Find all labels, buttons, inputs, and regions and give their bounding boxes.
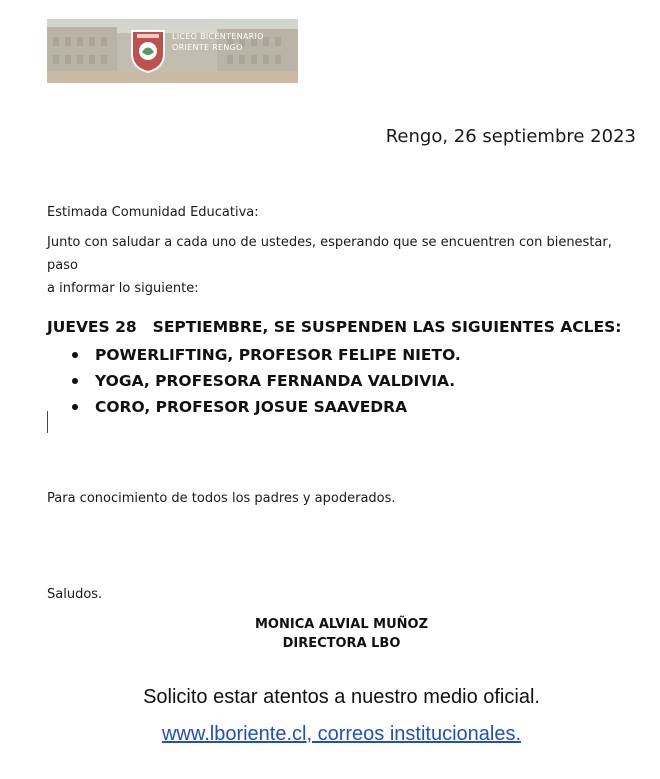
signer-title: DIRECTORA LBO (282, 636, 401, 651)
heading-date: JUEVES 28 (47, 318, 137, 336)
letter-date: Rengo, 26 septiembre 2023 (385, 126, 636, 147)
announcement-heading (47, 318, 621, 336)
closing: Saludos. (47, 587, 103, 602)
list-item: YOGA, PROFESORA FERNANDA VALDIVIA. (72, 368, 461, 394)
official-channel-notice: Solicito estar atentos a nuestro medio oficial. (143, 686, 540, 708)
logo-text-line2: ORIENTE RENGO (172, 43, 243, 52)
suspended-activities-list (72, 342, 461, 420)
note-paragraph: Para conocimiento de todos los padres y apoderados. (47, 491, 396, 506)
intro-line-2: a informar lo siguiente: (47, 281, 199, 296)
heading-text: SEPTIEMBRE, SE SUSPENDEN LAS SIGUIENTES ACLES: (152, 318, 622, 336)
intro-paragraph (47, 231, 642, 300)
header-banner-image (47, 19, 298, 83)
school-logo-icon (128, 28, 168, 74)
salutation: Estimada Comunidad Educativa: (47, 205, 259, 220)
list-item: CORO, PROFESOR JOSUE SAAVEDRA (72, 394, 461, 420)
website-link[interactable]: www.lboriente.cl, correos institucionales. (161, 723, 522, 745)
bullet-icon (72, 378, 78, 384)
list-item: POWERLIFTING, PROFESOR FELIPE NIETO. (72, 342, 461, 368)
signer-name: MONICA ALVIAL MUÑOZ (254, 617, 428, 632)
intro-line-1: Junto con saludar a cada uno de ustedes, esperando que se encuentren con bienestar, paso (47, 235, 612, 273)
logo-text-line1: LICEO BICENTENARIO (172, 32, 264, 41)
text-cursor[interactable] (47, 411, 48, 433)
bullet-icon (72, 352, 78, 358)
bullet-icon (72, 404, 78, 410)
